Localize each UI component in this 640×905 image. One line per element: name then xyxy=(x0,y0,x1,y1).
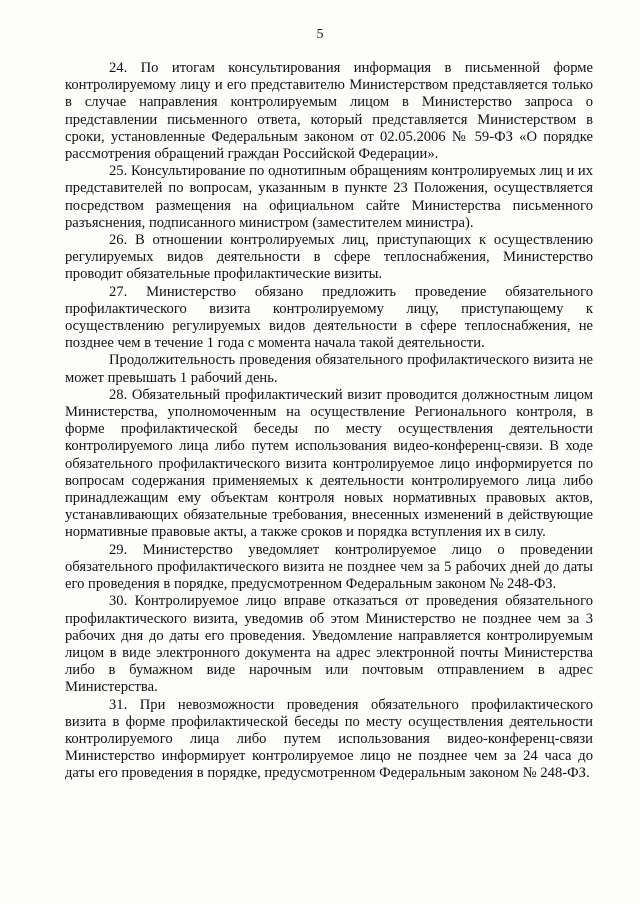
paragraph-29: 29. Министерство уведомляет контролируемое лицо о проведении обязательного профилактического визита не позднее чем за 5 рабочих дней до даты его проведения в порядке, предусмотренном Федеральным законом № 248-ФЗ. xyxy=(65,541,593,593)
paragraph-31: 31. При невозможности проведения обязательного профилактического визита в форме профилактической беседы по месту осуществления деятельности контролируемого лица либо путем использования видео-конференц-связи Министерство информирует контролируемое лицо не позднее чем за 24 часа до даты его проведения в порядке, предусмотренном Федеральным законом № 248-ФЗ. xyxy=(65,696,593,782)
paragraph-30: 30. Контролируемое лицо вправе отказаться от проведения обязательного профилактического визита, уведомив об этом Министерство не позднее чем за 3 рабочих дня до даты его проведения. Уведомление направляется контролируемым лицом в виде электронного документа на адрес электронной почты Министерства либо в бумажном виде нарочным или почтовым отправлением в адрес Министерства. xyxy=(65,593,593,696)
paragraph-24: 24. По итогам консультирования информация в письменной форме контролируемому лицу и его представителю Министерством представляется только в случае направления контролируемым лицом в Министерство запроса о представлении письменного ответа, который представляется Министерством в сроки, установленные Федеральным законом от 02.05.2006 № 59-ФЗ «О порядке рассмотрения обращений граждан Российской Федерации». xyxy=(65,60,593,163)
document-body xyxy=(65,60,593,783)
page-number: 5 xyxy=(316,27,324,42)
paragraph-27: 27. Министерство обязано предложить проведение обязательного профилактического визита контролируемому лицу, приступающему к осуществлению регулируемых видов деятельности в сфере теплоснабжения, не позднее чем в течение 1 года с момента начала такой деятельности. xyxy=(65,283,593,352)
paragraph-26: 26. В отношении контролируемых лиц, приступающих к осуществлению регулируемых видов деятельности в сфере теплоснабжения, Министерство проводит обязательные профилактические визиты. xyxy=(65,232,593,283)
paragraph-25: 25. Консультирование по однотипным обращениям контролируемых лиц и их представителей по вопросам, указанным в пункте 23 Положения, осуществляется посредством размещения на официальном сайте Министерства письменного разъяснения, подписанного министром (заместителем министра). xyxy=(65,163,593,231)
paragraph-28: 28. Обязательный профилактический визит проводится должностным лицом Министерства, уполномоченным на осуществление Регионального контроля, в форме профилактической беседы по месту осуществления деятельности контролируемого лица либо путем использования видео-конференц-связи. В ходе обязательного профилактического визита контролируемое лицо информируется по вопросам содержания применяемых к деятельности контролируемого лица либо принадлежащим ему объектам контроля новых нормативных правовых актов, устанавливающих обязательные требования, внесенных изменений в действующие нормативные правовые акты, а также сроков и порядка вступления их в силу. xyxy=(65,386,593,541)
paragraph-27-continued: Продолжительность проведения обязательного профилактического визита не может превышать 1 рабочий день. xyxy=(65,352,593,386)
